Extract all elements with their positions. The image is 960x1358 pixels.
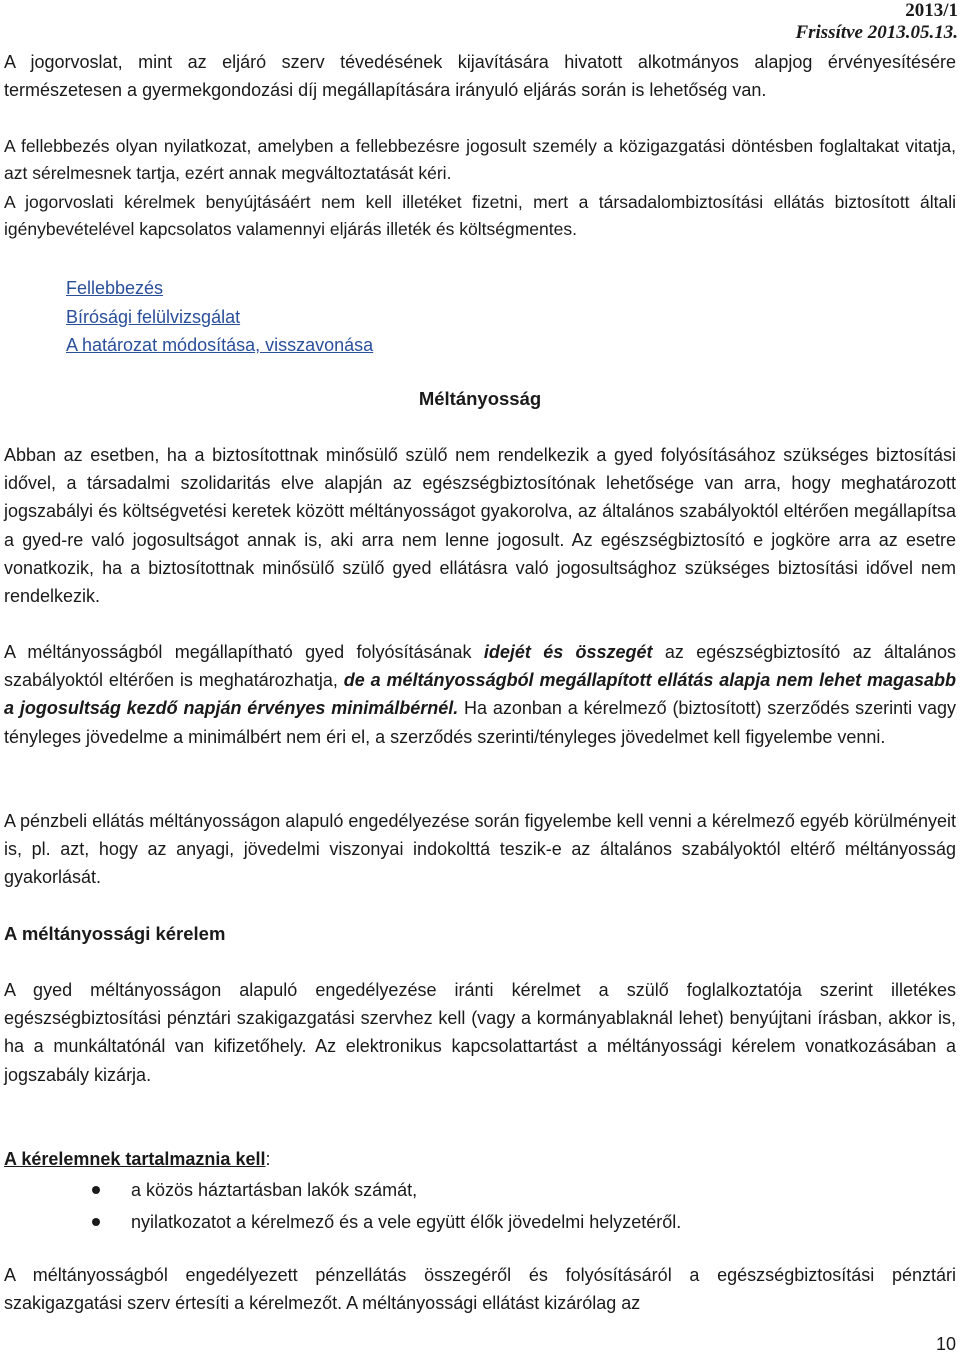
link-hatarozat-modositasa[interactable]: A határozat módosítása, visszavonása [66, 335, 374, 355]
link-fellebbezes[interactable]: Fellebbezés [66, 278, 164, 298]
issue-number: 2013/1 [905, 0, 958, 21]
intro-paragraph-3: A jogorvoslati kérelmek benyújtásáért nem kell illetéket fizetni, mert a társadalombiztosítási ellátás biztosított általi igénybevételével kapcsolatos valamennyi eljárás illeték és költségmentes. [4, 192, 956, 239]
list-item-text: nyilatkozatot a kérelmező és a vele együtt élők jövedelmi helyzetéről. [131, 1212, 682, 1232]
request-paragraph: A gyed méltányosságon alapuló engedélyezése iránti kérelmet a szülő foglalkoztatója szerint illetékes egészségbiztosítási pénztári szakigazgatási szervhez kell (vagy a kormányablaknál lehet) benyújtani írásban, akkor is, ha a munkáltatónál van kifizetőhely. Az elektronikus kapcsolattartást a méltányossági kérelem vonatkozásában a jogszabály kizárja. [4, 980, 956, 1085]
updated-date: Frissítve 2013.05.13. [795, 22, 958, 43]
list-item-text: a közös háztartásban lakók számát, [131, 1180, 418, 1200]
bullet-icon [92, 1218, 100, 1226]
section-title: Méltányosság [418, 388, 542, 409]
closing-paragraph: A méltányosságból engedélyezett pénzellátás összegéről és folyósításáról a egészségbiztosítási pénztári szakigazgatási szerv értesíti a kérelmezőt. A méltányossági ellátást kizárólag az [4, 1265, 956, 1314]
page-number: 10 [935, 1334, 956, 1354]
equity-p2-text-c: Ha azonban a kérelmező (biztosított) szerződés szerinti vagy tényleges jövedelme a minimálbért nem éri el, a szerződés szerinti/tényleges jövedelmet kell figyelembe venni. [4, 698, 956, 747]
equity-paragraph-1: Abban az esetben, ha a biztosítottnak minősülő szülő nem rendelkezik a gyed folyósításához szükséges biztosítási idővel, a társadalmi szolidaritás elve alapján az egészségbiztosítónak lehetősége van arra, hogy meghatározott jogszabályi és költségvetési keretek között méltányosságot gyakorolva, az általános szabályoktól eltérően megállapítsa a gyed-re való jogosultságot annak is, aki arra nem lenne jogosult. Az egészségbiztosító e jogköre arra az esetre vonatkozik, ha a biztosítottnak minősülő szülő gyed ellátásra való jogosultsághoz szükséges biztosítási idővel nem rendelkezik. [4, 445, 956, 607]
equity-paragraph-2 [4, 638, 956, 751]
related-links [66, 274, 373, 360]
contents-heading-line [4, 1145, 270, 1173]
equity-p2-emphasis-b: de a méltányosságból megállapított ellátás alapja nem lehet magasabb a jogosultság kezdő napján érvényes minimálbérnél. [4, 670, 956, 719]
intro-paragraph-2: A fellebbezés olyan nyilatkozat, amelyben a fellebbezésre jogosult személy a közigazgatási döntésben foglaltakat vitatja, azt sérelmesnek tartja, ezért annak megváltoztatását kéri. [4, 136, 956, 183]
intro-paragraph-1: A jogorvoslat, mint az eljáró szerv tévedésének kijavítására hivatott alkotmányos alapjog érvényesítésére természetesen a gyermekgondozási díj megállapítására irányuló eljárás során is lehetőség van. [4, 52, 956, 101]
request-heading: A méltányossági kérelem [4, 923, 226, 944]
contents-heading-colon: : [265, 1149, 271, 1169]
link-birosagi-felulvizsgalat[interactable]: Bírósági felülvizsgálat [66, 306, 241, 327]
equity-p2-text-a: A méltányosságból megállapítható gyed folyósításának [4, 642, 484, 662]
bullet-icon [92, 1186, 100, 1194]
equity-p2-text-b: az egészségbiztosító az általános szabályoktól eltérően is meghatározhatja, [4, 642, 956, 691]
equity-paragraph-3: A pénzbeli ellátás méltányosságon alapuló engedélyezése során figyelembe kell venni a kérelmező egyéb körülményeit is, pl. azt, hogy az anyagi, jövedelmi viszonyai indokolttá teszik-e az általános szabályoktól eltérő méltányosság gyakorlását. [4, 811, 956, 888]
contents-heading: A kérelemnek tartalmaznia kell [4, 1149, 266, 1169]
equity-p2-emphasis-a: idejét és összegét [483, 642, 653, 662]
